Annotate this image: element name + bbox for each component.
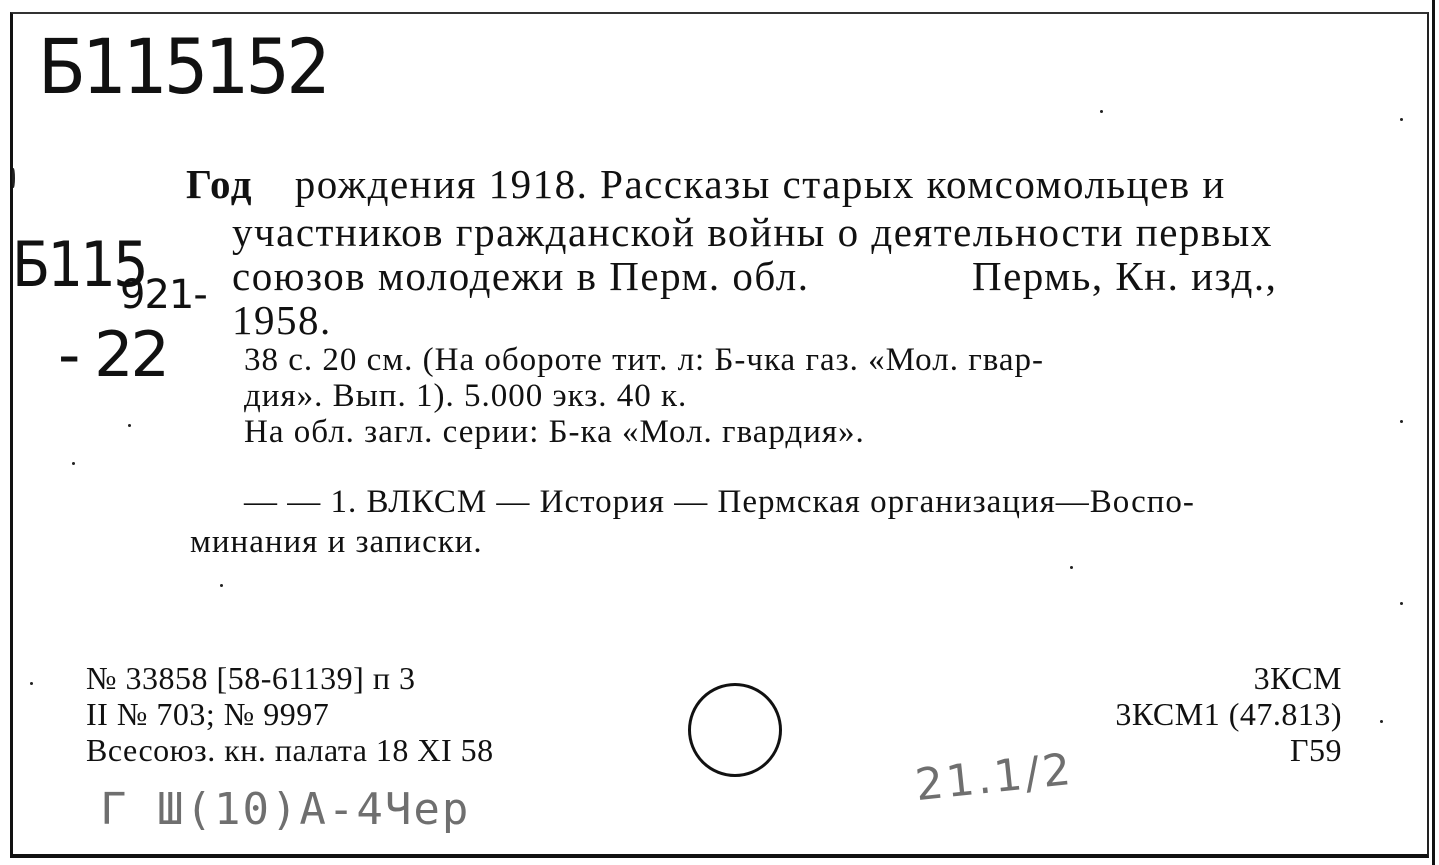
- scan-speck: [1070, 566, 1073, 569]
- entry-line-5: 38 с. 20 см. (На обороте тит. л: Б-чка газ. «Мол. гвар-: [244, 342, 1045, 378]
- scan-speck: [1100, 110, 1103, 113]
- handwritten-left-sub: 921-: [120, 272, 207, 318]
- handwritten-left-sub2: - 22: [58, 318, 167, 391]
- handwritten-top-code: Б115152: [38, 22, 328, 111]
- footer-right-3: Г59: [1290, 732, 1342, 768]
- entry-line-4: 1958.: [232, 297, 332, 343]
- entry-line-2: участников гражданской войны о деятельности первых: [232, 209, 1273, 255]
- subject-line-2: минания и записки.: [190, 524, 483, 560]
- entry-line-3-right: Пермь, Кн. изд.,: [972, 253, 1278, 299]
- scan-speck: [12, 168, 15, 188]
- entry-title-word: Год: [186, 161, 254, 207]
- scan-speck: [1400, 118, 1403, 121]
- footer-right-2: 3КСМ1 (47.813): [1115, 696, 1342, 732]
- entry-line-6: дия». Вып. 1). 5.000 экз. 40 к.: [244, 378, 688, 414]
- scan-speck: [220, 584, 223, 587]
- stamp-bottom-right: 21.1/2: [912, 743, 1077, 812]
- scan-speck: [1380, 720, 1383, 723]
- stamp-bottom-left: Г Ш(10)А-4Чер: [100, 784, 471, 835]
- footer-left-1: № 33858 [58-61139] п 3: [86, 660, 416, 696]
- circle-mark: [688, 683, 782, 777]
- scan-speck: [72, 462, 75, 465]
- footer-left-3: Всесоюз. кн. палата 18 XI 58: [86, 732, 494, 768]
- entry-line-1: [186, 160, 1226, 208]
- entry-line-3-left: союзов молодежи в Перм. обл.: [232, 253, 810, 299]
- entry-line-1-rest: рождения 1918. Рассказы старых комсомольцев и: [294, 161, 1226, 207]
- entry-line-7: На обл. загл. серии: Б-ка «Мол. гвардия».: [244, 414, 865, 450]
- scan-speck: [30, 682, 33, 685]
- footer-right-1: 3КСМ: [1253, 660, 1342, 696]
- subject-line-1: — — 1. ВЛКСМ — История — Пермская организация—Воспо-: [244, 484, 1195, 520]
- card-right-edge: [1432, 0, 1435, 865]
- scan-speck: [1400, 602, 1403, 605]
- footer-left-2: II № 703; № 9997: [86, 696, 330, 732]
- scan-speck: [128, 424, 131, 427]
- handwritten-left-code: Б115: [12, 228, 146, 301]
- scan-speck: [1400, 420, 1403, 423]
